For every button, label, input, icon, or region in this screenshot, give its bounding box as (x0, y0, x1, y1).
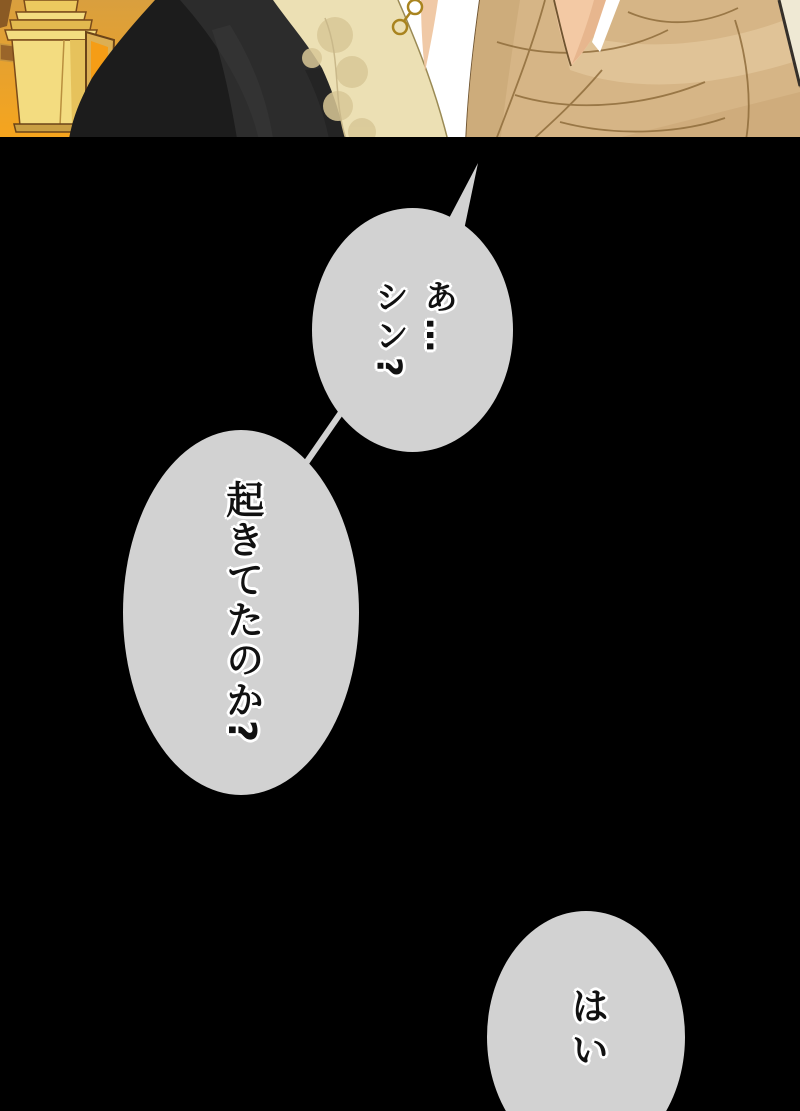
pillar-shaft (24, 0, 78, 12)
bubble-1-to-2-connector (306, 411, 342, 463)
pillar-molding-3 (5, 30, 97, 40)
speech-text-1 (363, 279, 462, 382)
speech-line: シン? (368, 278, 409, 382)
pillar-molding-2 (10, 20, 92, 30)
speech-bubble-2 (123, 430, 359, 795)
speech-bubble-3 (487, 911, 685, 1111)
speech-text-2 (218, 480, 264, 744)
panel-bottom-cut (0, 137, 800, 145)
fur-shadow-blob (317, 17, 353, 53)
speech-text-3 (563, 986, 609, 1088)
jacket (466, 0, 800, 145)
fur-shadow-blob (336, 56, 368, 88)
speech-bubble-1 (312, 208, 513, 452)
speech-line: はい (564, 986, 609, 1074)
pillar-molding-1 (16, 12, 86, 20)
speech-line: 起きてたのか? (219, 480, 264, 745)
speech-line: あ… (417, 278, 458, 357)
fur-shadow-blob (302, 48, 322, 68)
scene-illustration (0, 0, 800, 145)
